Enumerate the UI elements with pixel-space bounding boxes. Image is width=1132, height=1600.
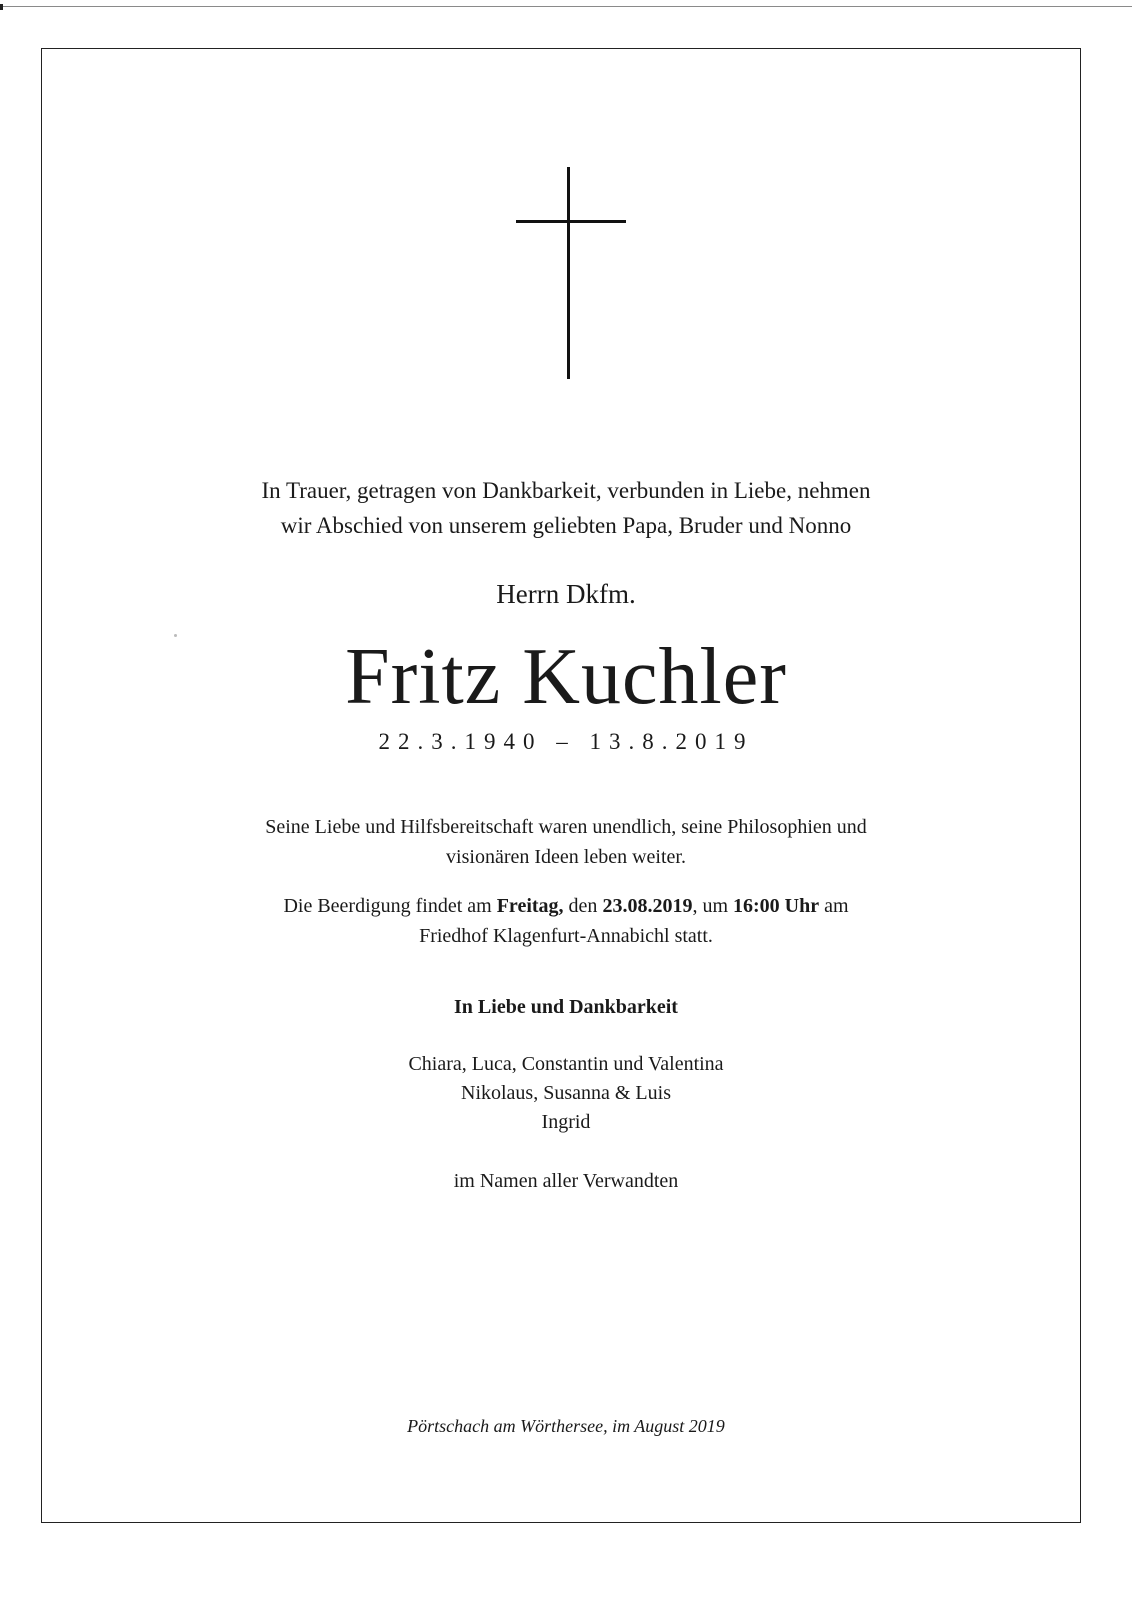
relatives-note: im Namen aller Verwandten [453, 1170, 679, 1192]
tribute-line-2: visionären Ideen leben weiter. [446, 846, 686, 868]
funeral-info [0, 891, 1132, 951]
funeral-suffix: am [819, 895, 849, 917]
intro-line-1: In Trauer, getragen von Dankbarkeit, verbunden in Liebe, nehmen [261, 478, 871, 503]
tribute-line-1: Seine Liebe und Hilfsbereitschaft waren unendlich, seine Philosophien und [265, 816, 867, 838]
notice-border-frame [41, 48, 1081, 1523]
deceased-name: Fritz Kuchler [345, 633, 787, 721]
intro-text [0, 473, 1132, 543]
honorific-title: Herrn Dkfm. [496, 579, 636, 609]
place-and-date: Pörtschach am Wörthersee, im August 2019 [407, 1416, 725, 1436]
scan-edge-mark [0, 4, 3, 10]
life-dates: 22.3.1940 – 13.8.2019 [378, 729, 754, 754]
tribute-text [0, 812, 1132, 872]
funeral-mid-1: den [563, 895, 603, 917]
funeral-day: Freitag, [496, 895, 564, 917]
scan-edge-line [0, 6, 1132, 7]
closing-phrase: In Liebe und Dankbarkeit [454, 996, 678, 1018]
funeral-line-1 [0, 891, 1132, 921]
cross-vertical-bar [567, 167, 570, 379]
mourner-line: Nikolaus, Susanna & Luis [461, 1082, 671, 1104]
funeral-mid-2: , um [692, 895, 733, 917]
funeral-prefix: Die Beerdigung findet am [283, 895, 497, 917]
funeral-line-2: Friedhof Klagenfurt-Annabichl statt. [419, 925, 713, 947]
funeral-date: 23.08.2019 [602, 895, 693, 917]
mourners-list [0, 1050, 1132, 1137]
funeral-time: 16:00 Uhr [733, 895, 820, 917]
mourner-line: Chiara, Luca, Constantin und Valentina [408, 1053, 724, 1075]
cross-horizontal-bar [516, 220, 626, 223]
mourner-line: Ingrid [541, 1111, 591, 1133]
intro-line-2: wir Abschied von unserem geliebten Papa, Bruder und Nonno [280, 513, 852, 538]
